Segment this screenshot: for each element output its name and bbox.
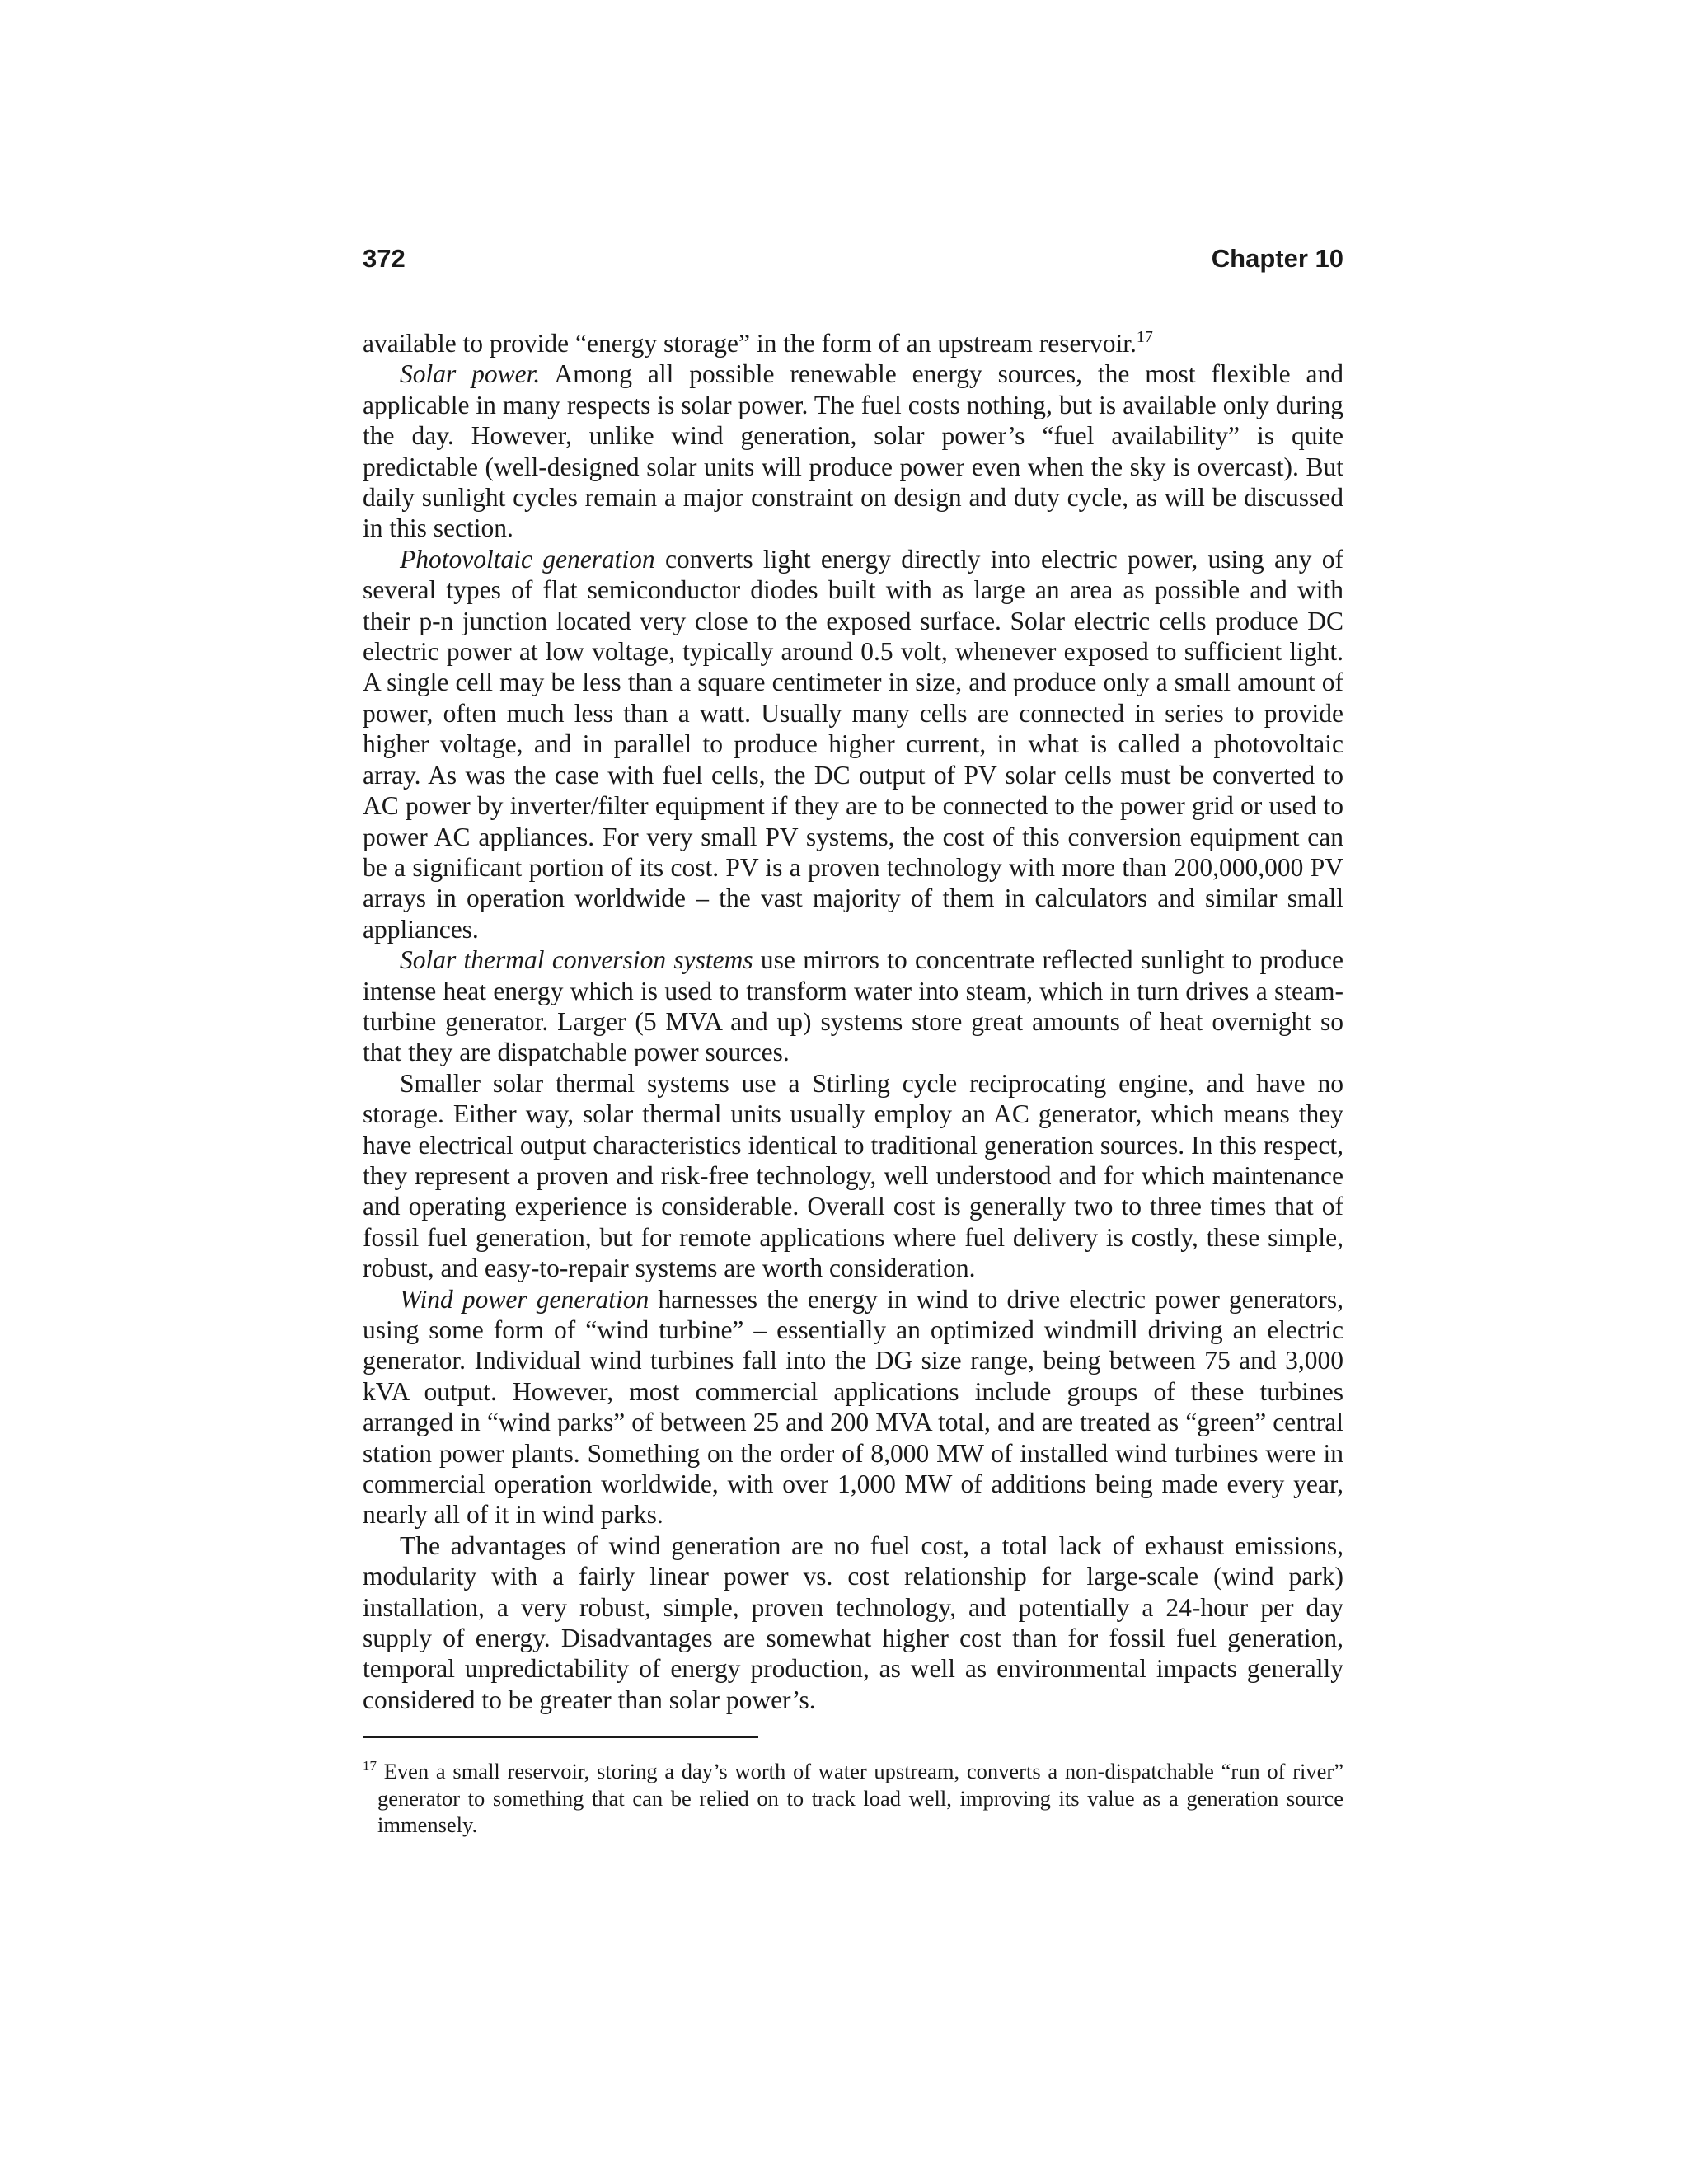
paragraph-text: available to provide “energy storage” in the form of an upstream reservoir. bbox=[363, 329, 1137, 358]
paragraph bbox=[363, 1068, 1343, 1284]
paragraph-text: converts light energy directly into electric power, using any of several types of flat semiconductor diodes built with as large an area as possible and with their p-n junction located very close to the exposed surface. Solar electric cells produce DC electric power at low voltage, typically around 0.5 volt, whenever exposed to sufficient light. A single cell may be less than a square centimeter in size, and produce only a small amount of power, often much less than a watt. Usually many cells are connected in series to provide higher voltage, and in parallel to produce higher current, in what is called a photovoltaic array. As was the case with fuel cells, the DC output of PV solar cells must be converted to AC power by inverter/filter equipment if they are to be connected to the power grid or used to power AC appliances. For very small PV systems, the cost of this conversion equipment can be a significant portion of its cost. PV is a proven technology with more than 200,000,000 PV arrays in operation worldwide – the vast majority of them in calculators and similar small appliances. bbox=[363, 544, 1343, 944]
footnote-marker: 17 bbox=[363, 1758, 377, 1774]
paragraph bbox=[363, 1530, 1343, 1715]
paragraph bbox=[363, 544, 1343, 944]
paragraph bbox=[363, 1284, 1343, 1530]
paragraph-text: Among all possible renewable energy sources, the most flexible and applicable in many respects is solar power. The fuel costs nothing, but is available only during the day. However, unlike wind generation, solar power’s “fuel availability” is quite predictable (well-designed solar units will produce power even when the sky is overcast). But daily sunlight cycles remain a major constraint on design and duty cycle, as will be discussed in this section. bbox=[363, 359, 1343, 543]
paragraph bbox=[363, 359, 1343, 543]
footnote-divider bbox=[363, 1736, 758, 1738]
chapter-label: Chapter 10 bbox=[1211, 244, 1343, 273]
book-page bbox=[363, 244, 1343, 1839]
paragraph-text: The advantages of wind generation are no fuel cost, a total lack of exhaust emissions, modularity with a fairly linear power vs. cost relationship for large-scale (wind park) installation, a very robust, simple, proven technology, and potentially a 24-hour per day supply of energy. Disadvantages are somewhat higher cost than for fossil fuel generation, temporal unpredictability of energy production, as well as environmental impacts generally considered to be greater than solar power’s. bbox=[363, 1530, 1343, 1714]
running-header bbox=[363, 244, 1343, 293]
paragraph-text: Smaller solar thermal systems use a Stirling cycle reciprocating engine, and have no storage. Either way, solar thermal units usually employ an AC generator, which means they have electrical output characteristics identical to traditional generation sources. In this respect, they represent a proven and risk-free technology, well understood and for which maintenance and operating experience is considerable. Overall cost is generally two to three times that of fossil fuel generation, but for remote applications where fuel delivery is costly, these simple, robust, and easy-to-repair systems are worth consideration. bbox=[363, 1068, 1343, 1283]
paragraph-lead: Solar power. bbox=[400, 359, 541, 389]
paragraph-lead: Wind power generation bbox=[400, 1284, 649, 1314]
paragraph-lead: Solar thermal conversion systems bbox=[400, 945, 753, 975]
paragraph-text: harnesses the energy in wind to drive electric power generators, using some form of “wind turbine” – essentially an optimized windmill driving an electric generator. Individual wind turbines fall into the DG size range, being between 75 and 3,000 kVA output. However, most commercial applications include groups of these turbines arranged in “wind parks” of between 25 and 200 MVA total, and are treated as “green” central station power plants. Something on the order of 8,000 MW of installed wind turbines were in commercial operation worldwide, with over 1,000 MW of additions being made every year, nearly all of it in wind parks. bbox=[363, 1284, 1343, 1530]
paragraph bbox=[363, 944, 1343, 1068]
footnote bbox=[363, 1758, 1343, 1839]
paragraph-text: use mirrors to concentrate reflected sunlight to produce intense heat energy which is used to transform water into steam, which in turn drives a steam-turbine generator. Larger (5 MVA and up) systems store great amounts of heat overnight so that they are dispatchable power sources. bbox=[363, 945, 1344, 1067]
paragraph-lead: Photovoltaic generation bbox=[400, 544, 655, 574]
paragraph bbox=[363, 328, 1343, 359]
footnote-ref: 17 bbox=[1136, 328, 1153, 346]
body-text bbox=[363, 328, 1343, 1715]
scan-corner-mark bbox=[1432, 96, 1461, 98]
page-number: 372 bbox=[363, 244, 406, 273]
footnote-text: Even a small reservoir, storing a day’s worth of water upstream, converts a non-dispatchable “run of river” generator to something that can be relied on to track load well, improving its value as a generation source immensely. bbox=[377, 1759, 1343, 1838]
